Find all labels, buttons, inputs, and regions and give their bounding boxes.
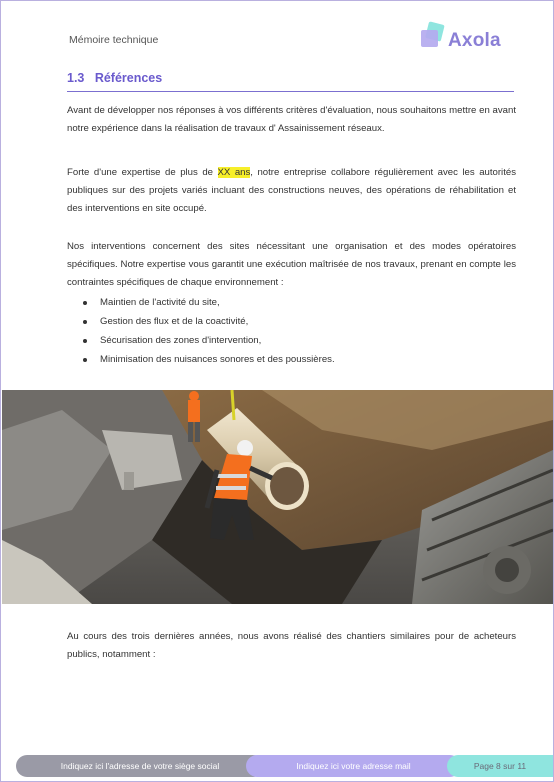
logo-icon	[418, 21, 448, 51]
footer-email: Indiquez ici votre adresse mail	[246, 755, 461, 777]
expertise-years-highlight: XX ans	[217, 167, 251, 178]
list-item: Minimisation des nuisances sonores et des poussières.	[81, 350, 511, 369]
header-doc-title: Mémoire technique	[69, 34, 159, 46]
logo-text: Axola	[448, 30, 501, 51]
constraints-list	[81, 293, 511, 369]
section-number: 1.3	[67, 71, 85, 85]
list-item: Maintien de l'activité du site,	[81, 293, 511, 312]
list-item: Gestion des flux et de la coactivité,	[81, 312, 511, 331]
expertise-text-end: , notre entreprise collabore régulièrement avec les autorités publiques sur des projets variés incluant des constructions neuves, des opérations de réhabilitation et des interventions en site occupé.	[67, 167, 516, 214]
construction-site-photo	[2, 390, 553, 604]
paragraph-intro: Avant de développer nos réponses à vos différents critères d'évaluation, nous souhaitons mettre en avant notre expérience dans la réalisation de travaux d' Assainissement réseaux.	[67, 105, 516, 134]
footer-address: Indiquez ici l'adresse de votre siège social	[16, 755, 264, 777]
page-footer	[1, 755, 553, 779]
company-logo	[418, 21, 518, 55]
expertise-text-start: Forte d'une expertise de plus de	[67, 167, 218, 178]
footer-page-number: Page 8 sur 11	[447, 755, 553, 777]
paragraph-interventions: Nos interventions concernent des sites nécessitant une organisation et des modes opératoires spécifiques. Notre expertise vous garantit une exécution maîtrisée de nos travaux, prenant en compte les contraintes spécifiques de chaque environnement :	[67, 241, 516, 288]
section-title: Références	[94, 71, 163, 85]
section-heading	[67, 71, 514, 85]
list-item: Sécurisation des zones d'intervention,	[81, 331, 511, 350]
section-divider	[67, 91, 514, 92]
paragraph-closing: Au cours des trois dernières années, nous avons réalisé des chantiers similaires pour de acheteurs publics, notamment :	[67, 631, 516, 660]
paragraph-expertise	[67, 164, 516, 218]
